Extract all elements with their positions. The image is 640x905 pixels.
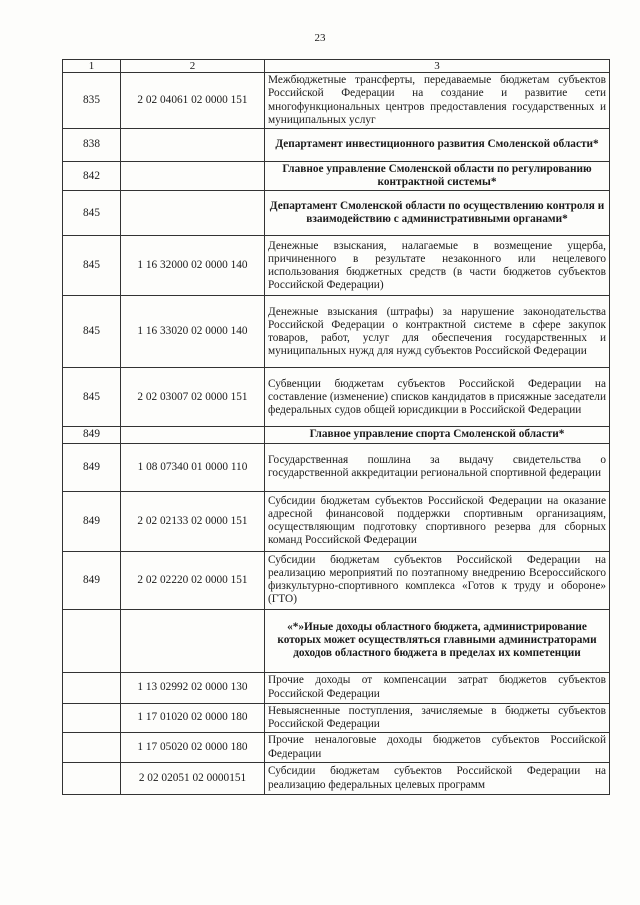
budget-classification-code-cell	[121, 129, 265, 162]
revenue-description-cell: Субвенции бюджетам субъектов Российской Федерации на составление (изменение) списков кандидатов в присяжные заседатели федеральных судов общей юрисдикции в Российской Федерации	[265, 368, 610, 427]
table-header-row	[63, 60, 610, 73]
admin-code-cell: 845	[63, 236, 121, 296]
admin-code-cell: 849	[63, 427, 121, 443]
admin-code-cell	[63, 763, 121, 795]
budget-classification-code-cell: 1 13 02992 02 0000 130	[121, 672, 265, 703]
admin-code-cell: 842	[63, 162, 121, 191]
header-column-code: 2	[121, 60, 265, 73]
admin-code-cell: 838	[63, 129, 121, 162]
table-row	[63, 672, 610, 703]
table-row	[63, 129, 610, 162]
admin-code-cell: 845	[63, 368, 121, 427]
budget-classification-code-cell: 1 08 07340 01 0000 110	[121, 443, 265, 491]
table-row	[63, 368, 610, 427]
admin-code-cell	[63, 703, 121, 732]
admin-code-cell: 845	[63, 296, 121, 368]
page-number: 23	[314, 32, 326, 44]
budget-classification-code-cell: 1 16 33020 02 0000 140	[121, 296, 265, 368]
budget-classification-code-cell: 1 17 01020 02 0000 180	[121, 703, 265, 732]
budget-classification-code-cell	[121, 427, 265, 443]
table-row	[63, 73, 610, 129]
header-column-admin: 1	[63, 60, 121, 73]
table-row	[63, 191, 610, 236]
admin-code-cell	[63, 609, 121, 672]
budget-classification-code-cell	[121, 191, 265, 236]
budget-classification-code-cell: 2 02 04061 02 0000 151	[121, 73, 265, 129]
table-row	[63, 763, 610, 795]
department-name-cell: Департамент инвестиционного развития Смоленской области*	[265, 129, 610, 162]
table-row	[63, 443, 610, 491]
admin-code-cell	[63, 672, 121, 703]
table-row	[63, 236, 610, 296]
budget-classification-code-cell: 2 02 02220 02 0000 151	[121, 551, 265, 609]
table-row	[63, 551, 610, 609]
budget-classification-code-cell: 2 02 02133 02 0000 151	[121, 491, 265, 551]
revenue-description-cell: Прочие неналоговые доходы бюджетов субъектов Российской Федерации	[265, 733, 610, 763]
revenue-description-cell: Денежные взыскания (штрафы) за нарушение законодательства Российской Федерации о контрактной системе в сфере закупок товаров, работ, услуг для обеспечения государственных и муниципальных нужд для нужд субъектов Российской Федерации	[265, 296, 610, 368]
table-row	[63, 296, 610, 368]
table-row	[63, 162, 610, 191]
admin-code-cell: 849	[63, 443, 121, 491]
budget-classification-code-cell: 1 17 05020 02 0000 180	[121, 733, 265, 763]
admin-code-cell	[63, 733, 121, 763]
revenue-description-cell: Субсидии бюджетам субъектов Российской Федерации на реализацию мероприятий по поэтапному внедрению Всероссийского физкультурно-спортивного комплекса «Готов к труду и обороне» (ГТО)	[265, 551, 610, 609]
admin-code-cell: 835	[63, 73, 121, 129]
revenue-description-cell: Межбюджетные трансферты, передаваемые бюджетам субъектов Российской Федерации на создание и развитие сети многофункциональных центров предоставления государственных и муниципальных услуг	[265, 73, 610, 129]
revenue-description-cell: Невыясненные поступления, зачисляемые в бюджеты субъектов Российской Федерации	[265, 703, 610, 732]
revenue-description-cell: Субсидии бюджетам субъектов Российской Федерации на оказание адресной финансовой поддержки спортивным организациям, осуществляющим подготовку спортивного резерва для сборных команд Российской Федерации	[265, 491, 610, 551]
revenue-description-cell: Прочие доходы от компенсации затрат бюджетов субъектов Российской Федерации	[265, 672, 610, 703]
table-row	[63, 609, 610, 672]
revenue-description-cell: Денежные взыскания, налагаемые в возмещение ущерба, причиненного в результате незаконного или нецелевого использования бюджетных средств (в части бюджетов субъектов Российской Федерации)	[265, 236, 610, 296]
table-row	[63, 733, 610, 763]
department-name-cell: «*»Иные доходы областного бюджета, администрирование которых может осуществляться главными администраторами доходов областного бюджета в пределах их компетенции	[265, 609, 610, 672]
table-row	[63, 491, 610, 551]
revenue-description-cell: Субсидии бюджетам субъектов Российской Федерации на реализацию федеральных целевых программ	[265, 763, 610, 795]
table-row	[63, 703, 610, 732]
budget-classification-code-cell: 1 16 32000 02 0000 140	[121, 236, 265, 296]
admin-code-cell: 845	[63, 191, 121, 236]
revenue-description-cell: Государственная пошлина за выдачу свидетельства о государственной аккредитации региональной спортивной федерации	[265, 443, 610, 491]
budget-classification-code-cell: 2 02 02051 02 0000151	[121, 763, 265, 795]
budget-classification-code-cell	[121, 609, 265, 672]
budget-classification-code-cell: 2 02 03007 02 0000 151	[121, 368, 265, 427]
department-name-cell: Главное управление Смоленской области по регулированию контрактной системы*	[265, 162, 610, 191]
header-column-description: 3	[265, 60, 610, 73]
admin-code-cell: 849	[63, 491, 121, 551]
budget-revenue-table	[62, 59, 610, 795]
admin-code-cell: 849	[63, 551, 121, 609]
department-name-cell: Главное управление спорта Смоленской области*	[265, 427, 610, 443]
table-row	[63, 427, 610, 443]
department-name-cell: Департамент Смоленской области по осуществлению контроля и взаимодействию с административными органами*	[265, 191, 610, 236]
budget-classification-code-cell	[121, 162, 265, 191]
